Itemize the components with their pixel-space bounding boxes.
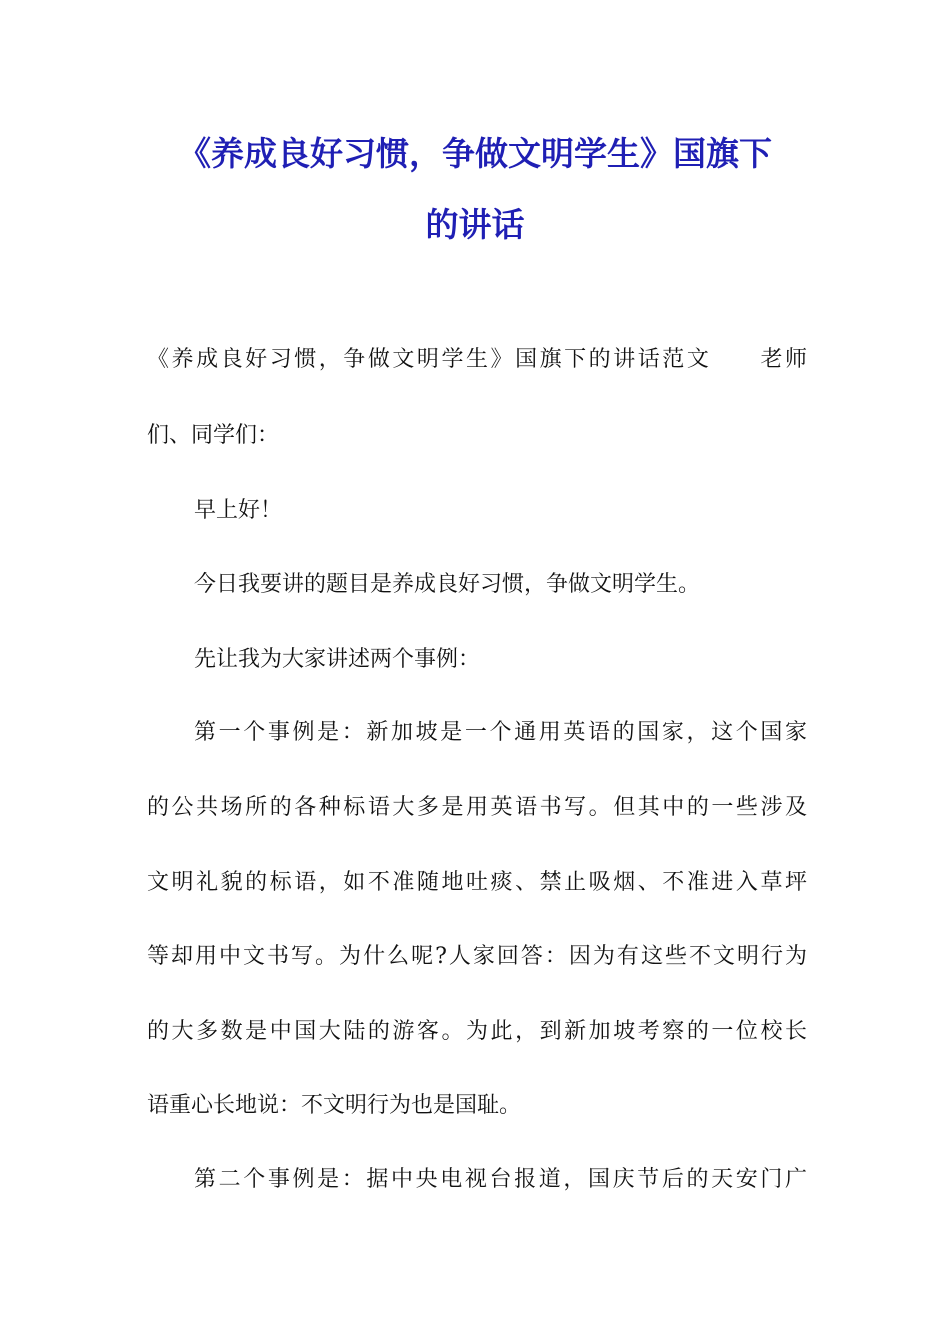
body-line: 们、同学们：	[147, 423, 280, 448]
body-line: 今日我要讲的题目是养成良好习惯，争做文明学生。	[194, 572, 701, 597]
body-line: 的大多数是中国大陆的游客。为此，到新加坡考察的一位校长	[147, 1019, 807, 1044]
body-line: 第二个事例是：据中央电视台报道，国庆节后的天安门广	[194, 1167, 807, 1192]
greeting-line: 早上好！	[194, 498, 283, 523]
body-line: 第一个事例是：新加坡是一个通用英语的国家，这个国家	[194, 720, 807, 745]
document-title-line-1: 《养成良好习惯，争做文明学生》国旗下	[178, 134, 772, 173]
body-line: 语重心长地说：不文明行为也是国耻。	[147, 1093, 522, 1118]
body-line: 等却用中文书写。为什么呢?人家回答：因为有这些不文明行为	[147, 944, 807, 969]
body-line: 《养成良好习惯，争做文明学生》国旗下的讲话范文 老师	[147, 347, 807, 372]
document-title-line-2: 的讲话	[425, 205, 525, 244]
body-line: 先让我为大家讲述两个事例：	[194, 647, 481, 672]
body-line: 文明礼貌的标语，如不准随地吐痰、禁止吸烟、不准进入草坪	[147, 870, 807, 895]
body-line: 的公共场所的各种标语大多是用英语书写。但其中的一些涉及	[147, 795, 807, 820]
